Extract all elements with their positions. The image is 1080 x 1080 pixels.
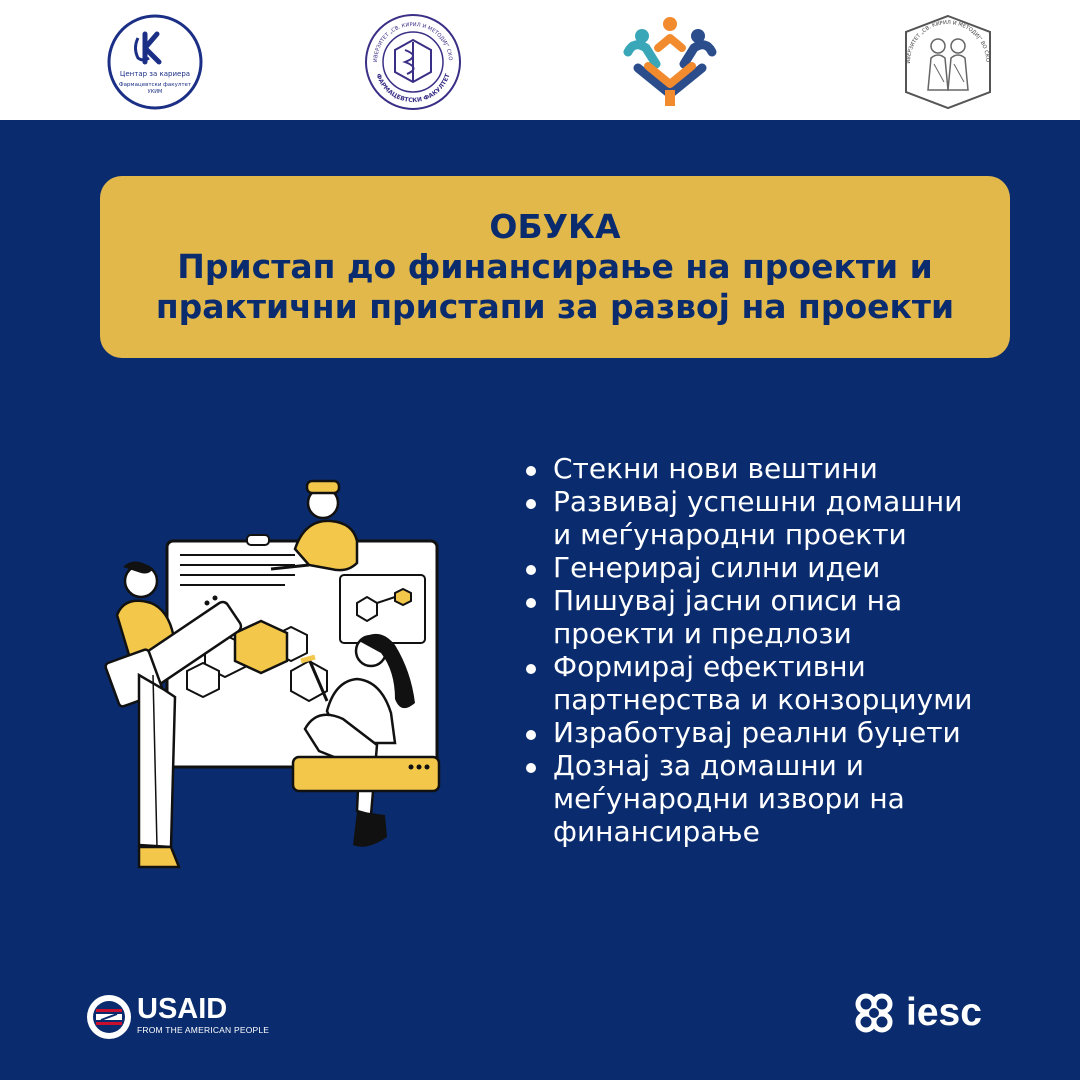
iesc-mark-icon [850,990,898,1038]
banner-heading: ОБУКА [489,207,621,246]
usaid-seal-icon [86,994,132,1040]
benefit-text-line: Изработувај реални буџети [553,716,961,749]
benefit-text-line: Стекни нови вештини [553,452,878,485]
partner-logos-strip [0,0,1080,120]
benefit-text-line: Формирај ефективни [553,650,866,683]
iesc-logo [850,990,1000,1040]
career-center-line2: Фармацевтски факултет [118,82,192,88]
bullet-dot-icon [526,598,536,608]
banner-title-line-2: практични пристапи за развој на проекти [155,287,955,326]
bullet-dot-icon [526,499,536,509]
university-seal [898,12,998,112]
benefit-text-line: и меѓународни проекти [553,518,907,551]
usaid-logo [86,993,270,1040]
career-center-line1: Центар за кариера [119,70,191,78]
pharmacy-faculty-seal [363,12,463,112]
benefit-text-line: проекти и предлози [553,617,852,650]
bullet-dot-icon [526,763,536,773]
title-banner [100,176,1010,358]
pharmacy-seal-ring-text: ИВЕРЗИТЕТ „СВ. КИРИЛ И МЕТОДИЈ“ СКО [372,21,454,63]
benefit-text-line: Генерирај силни идеи [553,551,881,584]
people-hands-logo [620,12,720,112]
benefit-item [522,485,1042,551]
benefit-item [522,749,1042,848]
benefit-text-line: Дознај за домашни и [553,749,864,782]
usaid-name: USAID [137,993,228,1025]
university-seal-ring-text: ИВЕРЗИТЕТ „СВ. КИРИЛ И МЕТОДИЈ“ ВО СКО [905,19,991,64]
benefit-item [522,650,1042,716]
benefit-item [522,452,1042,485]
benefit-text-line: Пишувај јасни описи на [553,584,903,617]
iesc-name: iesc [906,991,982,1034]
bullet-dot-icon [526,565,536,575]
bullet-dot-icon [526,730,536,740]
benefit-text-line: меѓународни извори на [553,782,905,815]
career-center-line3: УКИМ [147,89,163,95]
benefit-text-line: Развивај успешни домашни [553,485,963,518]
benefit-item [522,551,1042,584]
bullet-dot-icon [526,466,536,476]
pharmacy-seal-bottom-text: ФАРМАЦЕВТСКИ ФАКУЛТЕТ [374,72,452,105]
benefits-list [522,452,1042,848]
benefit-text-line: финансирање [553,815,760,848]
banner-title-line-1: Пристап до финансирање на проекти и [177,247,933,286]
benefit-text-line: партнерства и конзорциуми [553,683,973,716]
benefit-item [522,584,1042,650]
usaid-tagline: FROM THE AMERICAN PEOPLE [137,1025,270,1035]
benefit-item [522,716,1042,749]
bullet-dot-icon [526,664,536,674]
career-center-logo [105,12,205,112]
team-working-illustration [95,475,455,875]
